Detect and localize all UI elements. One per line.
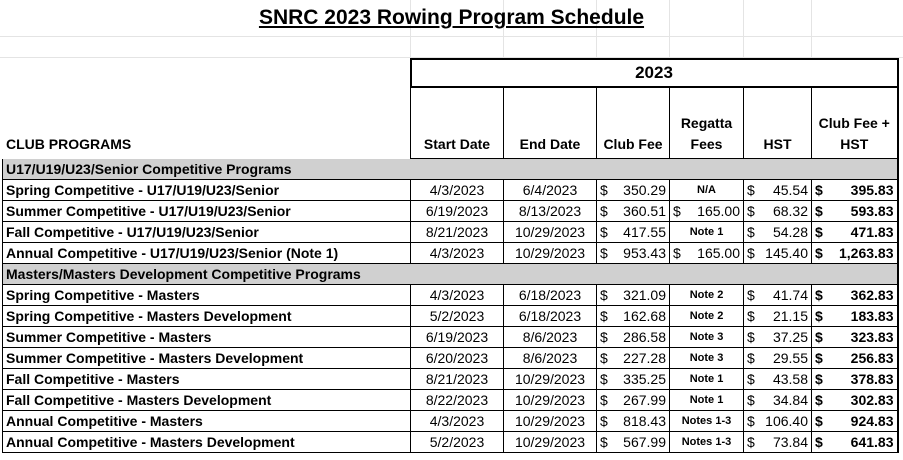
total-value [815, 180, 894, 200]
club-fee-amount: 321.09 [623, 287, 666, 303]
club-fee-value [600, 306, 666, 326]
end-date: 10/29/2023 [504, 411, 597, 432]
currency-symbol: $ [600, 371, 608, 387]
hst-value [747, 222, 808, 242]
currency-symbol: $ [600, 329, 608, 345]
table-row [3, 327, 898, 348]
total-value [815, 432, 894, 452]
total-amount: 183.83 [850, 308, 894, 324]
table-row [3, 348, 898, 369]
total [812, 369, 898, 390]
total [812, 285, 898, 306]
currency-symbol: $ [815, 182, 823, 198]
club-fee [597, 285, 670, 306]
col-header-start-date: Start Date [411, 87, 504, 159]
start-date: 4/3/2023 [411, 243, 504, 264]
hst-value [747, 348, 808, 368]
currency-symbol: $ [815, 371, 823, 387]
start-date: 6/19/2023 [411, 201, 504, 222]
total [812, 390, 898, 411]
currency-symbol: $ [747, 434, 755, 450]
total-amount: 1,263.83 [839, 245, 894, 261]
schedule-table [2, 58, 899, 453]
program-name: Annual Competitive - U17/U19/U23/Senior (Note 1) [3, 243, 411, 264]
program-name: Spring Competitive - Masters Development [3, 306, 411, 327]
program-name: Summer Competitive - Masters [3, 327, 411, 348]
section-header-row [3, 264, 898, 285]
hst-value [747, 369, 808, 389]
club-fee-amount: 286.58 [623, 329, 666, 345]
regatta-fee: Note 2 [670, 306, 744, 327]
total [812, 306, 898, 327]
hst-amount: 73.84 [772, 434, 808, 450]
hst [744, 285, 812, 306]
currency-symbol: $ [747, 287, 755, 303]
table-row [3, 201, 898, 222]
start-date: 4/3/2023 [411, 285, 504, 306]
total-amount: 641.83 [850, 434, 894, 450]
club-fee [597, 201, 670, 222]
table-row [3, 243, 898, 264]
end-date: 6/18/2023 [504, 285, 597, 306]
currency-symbol: $ [600, 392, 608, 408]
club-fee-amount: 350.29 [623, 182, 666, 198]
hst [744, 369, 812, 390]
hst-value [747, 432, 808, 452]
regatta-fee [670, 243, 744, 264]
section-title: Masters/Masters Development Competitive Programs [3, 264, 898, 285]
club-fee [597, 306, 670, 327]
currency-symbol: $ [815, 224, 823, 240]
club-fee-amount: 360.51 [623, 203, 666, 219]
regatta-fee [670, 201, 744, 222]
program-name: Annual Competitive - Masters [3, 411, 411, 432]
club-fee-value [600, 222, 666, 242]
total [812, 222, 898, 243]
currency-symbol: $ [673, 245, 681, 261]
hst-amount: 43.58 [772, 371, 808, 387]
program-name: Fall Competitive - U17/U19/U23/Senior [3, 222, 411, 243]
currency-symbol: $ [815, 245, 823, 261]
table-row [3, 369, 898, 390]
currency-symbol: $ [600, 308, 608, 324]
club-fee-amount: 953.43 [623, 245, 666, 261]
currency-symbol: $ [815, 308, 823, 324]
club-fee-amount: 417.55 [623, 224, 666, 240]
currency-symbol: $ [815, 329, 823, 345]
regatta-fee-value [673, 201, 740, 221]
club-fee-amount: 567.99 [623, 434, 666, 450]
club-fee-amount: 162.68 [623, 308, 666, 324]
end-date: 10/29/2023 [504, 243, 597, 264]
club-fee-value [600, 348, 666, 368]
currency-symbol: $ [600, 434, 608, 450]
year-header: 2023 [411, 59, 898, 87]
total-value [815, 306, 894, 326]
start-date: 4/3/2023 [411, 411, 504, 432]
regatta-fee: Note 2 [670, 285, 744, 306]
section-header-row [3, 159, 898, 180]
club-fee [597, 327, 670, 348]
club-fee [597, 432, 670, 453]
total-amount: 302.83 [850, 392, 894, 408]
hst-amount: 68.32 [772, 203, 808, 219]
table-row [3, 180, 898, 201]
hst-value [747, 201, 808, 221]
total [812, 201, 898, 222]
club-fee [597, 243, 670, 264]
total-value [815, 390, 894, 410]
section-title: U17/U19/U23/Senior Competitive Programs [3, 159, 898, 180]
club-fee-value [600, 390, 666, 410]
program-name: Summer Competitive - Masters Development [3, 348, 411, 369]
year-spacer [3, 59, 411, 87]
hst [744, 201, 812, 222]
currency-symbol: $ [747, 413, 755, 429]
currency-symbol: $ [815, 413, 823, 429]
total [812, 432, 898, 453]
hst-amount: 145.40 [765, 245, 808, 261]
hst-value [747, 306, 808, 326]
hst-value [747, 180, 808, 200]
club-fee-value [600, 327, 666, 347]
currency-symbol: $ [815, 350, 823, 366]
club-fee [597, 369, 670, 390]
currency-symbol: $ [815, 392, 823, 408]
start-date: 4/3/2023 [411, 180, 504, 201]
currency-symbol: $ [815, 287, 823, 303]
total-value [815, 222, 894, 242]
total-value [815, 348, 894, 368]
end-date: 10/29/2023 [504, 390, 597, 411]
currency-symbol: $ [747, 329, 755, 345]
total-amount: 593.83 [850, 203, 894, 219]
club-fee-value [600, 201, 666, 221]
total-value [815, 327, 894, 347]
currency-symbol: $ [747, 392, 755, 408]
hst [744, 411, 812, 432]
total-value [815, 411, 894, 431]
table-row [3, 390, 898, 411]
club-fee [597, 180, 670, 201]
hst-value [747, 243, 808, 263]
total [812, 411, 898, 432]
start-date: 5/2/2023 [411, 306, 504, 327]
total-value [815, 285, 894, 305]
end-date: 8/13/2023 [504, 201, 597, 222]
currency-symbol: $ [815, 203, 823, 219]
program-name: Annual Competitive - Masters Development [3, 432, 411, 453]
total-amount: 256.83 [850, 350, 894, 366]
page-title: SNRC 2023 Rowing Program Schedule [258, 6, 645, 29]
total-amount: 924.83 [850, 413, 894, 429]
col-header-hst: HST [744, 87, 812, 159]
column-header-row [3, 87, 898, 159]
start-date: 8/21/2023 [411, 369, 504, 390]
total-amount: 378.83 [850, 371, 894, 387]
currency-symbol: $ [673, 203, 681, 219]
total-value [815, 243, 894, 263]
currency-symbol: $ [600, 350, 608, 366]
club-fee-value [600, 285, 666, 305]
hst [744, 222, 812, 243]
start-date: 6/20/2023 [411, 348, 504, 369]
hst-amount: 37.25 [772, 329, 808, 345]
currency-symbol: $ [600, 224, 608, 240]
regatta-fee: Note 1 [670, 369, 744, 390]
regatta-fee: Notes 1-3 [670, 411, 744, 432]
hst-amount: 41.74 [772, 287, 808, 303]
regatta-fee: Note 1 [670, 390, 744, 411]
regatta-fee: Note 3 [670, 327, 744, 348]
col-header-program: CLUB PROGRAMS [3, 87, 411, 159]
club-fee [597, 390, 670, 411]
currency-symbol: $ [600, 182, 608, 198]
hst [744, 390, 812, 411]
col-header-total [812, 87, 898, 159]
currency-symbol: $ [747, 371, 755, 387]
total [812, 327, 898, 348]
program-name: Fall Competitive - Masters Development [3, 390, 411, 411]
hst [744, 348, 812, 369]
total-amount: 395.83 [850, 182, 894, 198]
regatta-fee-amount: 165.00 [697, 245, 740, 261]
currency-symbol: $ [600, 287, 608, 303]
program-name: Spring Competitive - Masters [3, 285, 411, 306]
total [812, 180, 898, 201]
hst-value [747, 327, 808, 347]
currency-symbol: $ [747, 245, 755, 261]
club-fee-value [600, 180, 666, 200]
hst [744, 306, 812, 327]
total [812, 243, 898, 264]
end-date: 8/6/2023 [504, 348, 597, 369]
hst-amount: 29.55 [772, 350, 808, 366]
club-fee [597, 348, 670, 369]
table-row [3, 222, 898, 243]
hst-amount: 106.40 [765, 413, 808, 429]
currency-symbol: $ [747, 224, 755, 240]
col-header-club-fee: Club Fee [597, 87, 670, 159]
table-row [3, 432, 898, 453]
regatta-fee: Note 3 [670, 348, 744, 369]
hst-amount: 21.15 [772, 308, 808, 324]
currency-symbol: $ [600, 245, 608, 261]
regatta-fee: Notes 1-3 [670, 432, 744, 453]
club-fee-value [600, 369, 666, 389]
end-date: 10/29/2023 [504, 222, 597, 243]
club-fee-value [600, 411, 666, 431]
club-fee-value [600, 243, 666, 263]
hst [744, 432, 812, 453]
club-fee-value [600, 432, 666, 452]
regatta-fee: N/A [670, 180, 744, 201]
table-row [3, 411, 898, 432]
total-value [815, 201, 894, 221]
start-date: 8/22/2023 [411, 390, 504, 411]
club-fee [597, 411, 670, 432]
end-date: 8/6/2023 [504, 327, 597, 348]
end-date: 10/29/2023 [504, 432, 597, 453]
program-name: Summer Competitive - U17/U19/U23/Senior [3, 201, 411, 222]
total-amount: 471.83 [850, 224, 894, 240]
currency-symbol: $ [747, 308, 755, 324]
table-row [3, 306, 898, 327]
total [812, 348, 898, 369]
regatta-fee: Note 1 [670, 222, 744, 243]
total-value [815, 369, 894, 389]
hst [744, 180, 812, 201]
year-header-row [3, 59, 898, 87]
club-fee-amount: 227.28 [623, 350, 666, 366]
table-row [3, 285, 898, 306]
program-name: Spring Competitive - U17/U19/U23/Senior [3, 180, 411, 201]
hst-value [747, 411, 808, 431]
total-label: Club Fee + HST [818, 115, 890, 152]
club-fee-amount: 335.25 [623, 371, 666, 387]
start-date: 5/2/2023 [411, 432, 504, 453]
start-date: 8/21/2023 [411, 222, 504, 243]
hst-value [747, 390, 808, 410]
club-fee-amount: 267.99 [623, 392, 666, 408]
program-name: Fall Competitive - Masters [3, 369, 411, 390]
currency-symbol: $ [600, 413, 608, 429]
club-fee [597, 222, 670, 243]
col-header-end-date: End Date [504, 87, 597, 159]
currency-symbol: $ [747, 182, 755, 198]
regatta-fee-value [673, 243, 740, 263]
hst [744, 243, 812, 264]
end-date: 10/29/2023 [504, 369, 597, 390]
hst-value [747, 285, 808, 305]
hst [744, 327, 812, 348]
regatta-fee-amount: 165.00 [697, 203, 740, 219]
regatta-fees-label: Regatta Fees [680, 115, 733, 152]
hst-amount: 45.54 [772, 182, 808, 198]
start-date: 6/19/2023 [411, 327, 504, 348]
col-header-regatta-fees [670, 87, 744, 159]
currency-symbol: $ [747, 203, 755, 219]
currency-symbol: $ [747, 350, 755, 366]
end-date: 6/4/2023 [504, 180, 597, 201]
end-date: 6/18/2023 [504, 306, 597, 327]
hst-amount: 34.84 [772, 392, 808, 408]
hst-amount: 54.28 [772, 224, 808, 240]
total-amount: 362.83 [850, 287, 894, 303]
club-fee-amount: 818.43 [623, 413, 666, 429]
total-amount: 323.83 [850, 329, 894, 345]
currency-symbol: $ [815, 434, 823, 450]
currency-symbol: $ [600, 203, 608, 219]
